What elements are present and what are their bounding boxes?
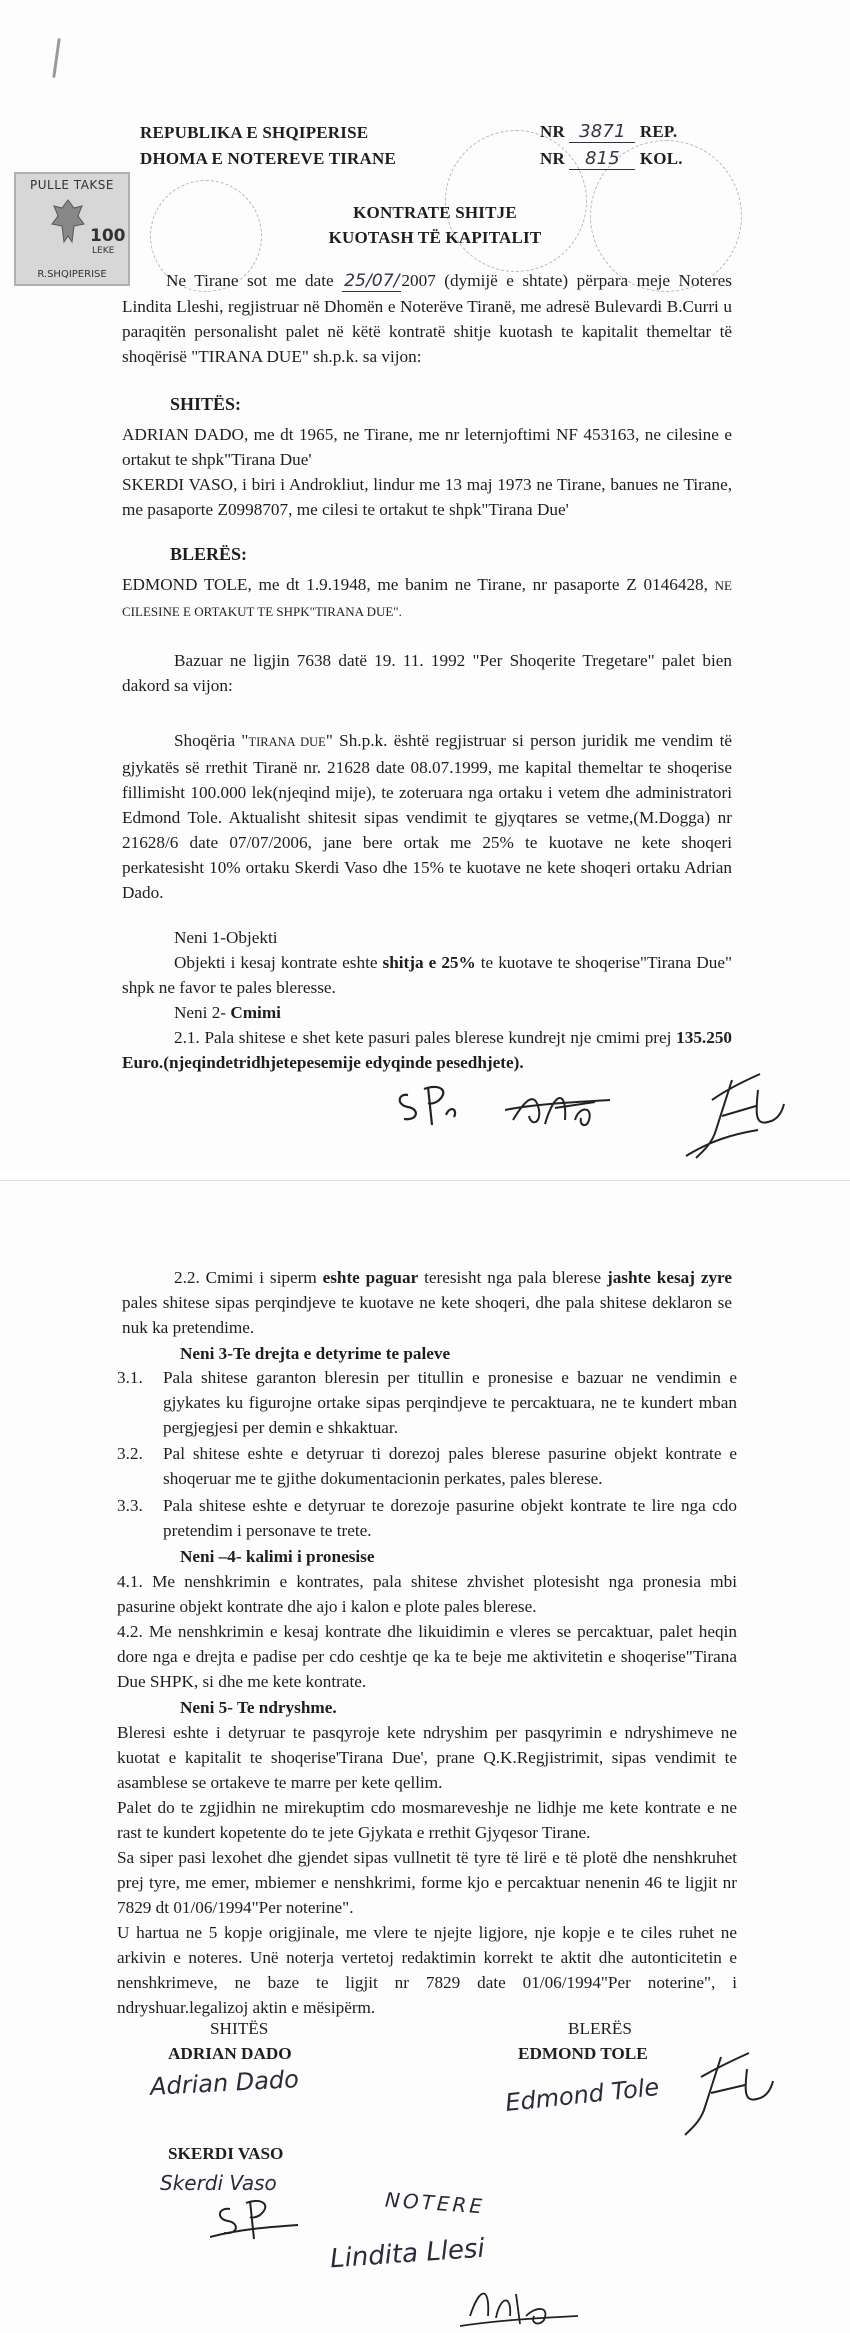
article-5-heading: Neni 5- Te ndryshme. [180,1698,337,1717]
article-3-item-number: 3.1. [117,1368,143,1387]
article-2-2-paragraph [122,1265,732,1340]
article-2-1-paragraph [122,1025,732,1075]
article-2-heading-a: Neni 2- [174,1003,231,1022]
article-5-paragraph-2: Palet do te zgjidhin ne mirekuptim cdo mosmareveshje ne lidhje me kete kontrate e ne rast te kundert kopetente do te jete Gjykata e rrethit Gjyqesor Tirane. [117,1798,737,1842]
kol-number: 815 [569,148,635,170]
company-text: " Sh.p.k. është regjistruar si person juridik me vendim të gjykatës së rrethit Tiranë nr. 21628 date 08.07.1999, me kapital themeltar te shoqerise fillimisht 100.000 lek(njeqind mije), te zoteruara nga ortaku i vetem dhe administratori Edmond Tole. Aktualisht shitesit sipas vendimit te gjyqtares se vetme,(M.Dogga) nr 21628/6 date 07/07/2006, jane bere ortak me 25% te kuotave ne kete shoqeri perkatesisht 10% ortaku Skerdi Vaso dhe 15% te kuotave ne kete shoqeri ortaku Adrian Dado. [122,731,732,902]
article-1-text-a: Objekti i kesaj kontrate eshte [174,953,383,972]
sellers-heading: SHITËS: [170,394,242,414]
article-2-heading-b: Cmimi [230,1003,281,1022]
title-line-2: KUOTASH TË KAPITALIT [328,228,542,247]
article-1-heading: Neni 1-Objekti [174,928,278,947]
company-paragraph [122,728,732,905]
article-3-item [117,1441,737,1491]
buyer-name: EDMOND TOLE [122,575,248,594]
seller-1-paragraph [122,422,732,472]
nr-label: NR [540,122,565,141]
article-4-heading: Neni –4- kalimi i pronesise [180,1547,375,1566]
nr-label-2: NR [540,149,565,168]
signature-edmond-mark [665,2043,775,2143]
staple-mark [52,38,61,78]
seller-1-name: ADRIAN DADO [122,425,244,444]
handwritten-skerdi-vaso: Skerdi Vaso [160,2171,277,2195]
article-3-item-text: Pala shitese garanton bleresin per titullin e pronesise e bazuar ne vendimin e gjykates ku figurojne ortake sipas perqindjeve te percaktuara, ne te kundert mban pergjegjesi per demin e shkaktuar. [163,1368,737,1437]
buyers-signature-label: BLERËS [568,2019,632,2038]
article-1-paragraph [122,950,732,1000]
article-1-bold: shitja e 25% [382,953,476,972]
article-3-item-number: 3.3. [117,1496,143,1515]
contract-page-2 [0,1180,850,2333]
kol-label: KOL. [639,149,683,168]
article-5-paragraph-1: Bleresi eshte i detyruar te pasqyroje kete ndryshim per pasqyrimin e ndryshimeve ne kuotat e kapitalit te shoqerise'Tirana Due', prane Q.K.Regjistrimit, sipas vendimit te asamblese se ortakeve te marre per kete qellim. [117,1723,737,1792]
rep-number: 3871 [569,121,635,143]
intro-date-handwritten: 25/07/ [344,271,400,291]
article-2-2-d: pales shitese sipas perqindjeve te kuotave ne kete shoqeri, dhe pala shitese deklaron se nuk ka pretendime. [122,1293,732,1337]
article-2-2-outside: jashte kesaj zyre [606,1268,732,1287]
article-3-heading: Neni 3-Te drejta e detyrime te paleve [180,1344,451,1363]
title-line-1: KONTRATE SHITJE [353,203,517,222]
article-4-2-paragraph: 4.2. Me nenshkrimin e kesaj kontrate dhe likuidimin e vleres se percaktuar, palet heqin dore nga e drejta e padise per cdo ceshtje qe ka te beje me aktivitetin e shoqerise"Tirana Due SHPK, si dhe me kete kontrate. [117,1622,737,1691]
tax-stamp-top: PULLE TAKSE [30,178,114,192]
buyer-paragraph [122,572,732,624]
buyer-text: , me dt 1.9.1948, me banim ne Tirane, nr pasaporte Z 0146428, [247,575,715,594]
tax-stamp-value: 100 [90,226,126,246]
seller-2-paragraph: SKERDI VASO, i biri i Androkliut, lindur me 13 maj 1973 ne Tirane, banues ne Tirane, me pasaporte Z0998707, me cilesi te ortakut te shpk"Tirana Due' [122,475,732,519]
buyers-heading: BLERËS: [170,544,248,564]
company-lead: Shoqëria " [174,731,249,750]
seller-1-text: , me dt 1965, ne Tirane, me nr leternjoftimi NF 453163, ne cilesine e ortakut te shpk"Tirana Due' [122,425,732,469]
article-2-2-a: 2.2. Cmimi i siperm [174,1268,323,1287]
rep-label: REP. [639,122,678,141]
seller-2-signature-name: SKERDI VASO [168,2144,284,2163]
legal-basis-paragraph: Bazuar ne ligjin 7638 datë 19. 11. 1992 "Per Shoqerite Tregetare" palet bien dakord sa vijon: [122,651,732,695]
seller-1-signature-name: ADRIAN DADO [168,2044,292,2063]
article-3-item-text: Pala shitese eshte e detyruar te dorezoje pasurine objekt kontrate te lire nga cdo pretendim i personave te trete. [163,1496,737,1540]
header-republic: REPUBLIKA E SHQIPERISE [140,123,369,142]
article-2-2-c: teresisht nga pala blerese [418,1268,607,1287]
article-5-paragraph-4: U hartua ne 5 kopje origjinale, me vlere te njejte ligjore, nje kopje e te ciles ruhet ne arkivin e noteres. Unë noterja vertetoj redaktimin korrekt te aktit dhe autonticitetin e nenshkrimeve, ne baze te ligjit nr 7829 date 01/06/1994"Per noterine", i ndryshuar.legalizoj aktin e mësipërm. [117,1923,737,2017]
buyer-signature-name: EDMOND TOLE [518,2044,648,2063]
handwritten-adrian-dado: Adrian Dado [149,2065,300,2101]
buyer-tail: NE CILESINE E ORTAKUT TE SHPK"TIRANA DUE". [122,578,732,619]
article-2-2-paid: eshte paguar [322,1268,419,1287]
article-3-item [117,1365,737,1440]
handwritten-notere: NOTERE [384,2187,486,2219]
article-2-1-text: 2.1. Pala shitese e shet kete pasuri pales blerese kundrejt nje cmimi prej [174,1028,672,1047]
signature-skerdi-mark [210,2191,300,2251]
intro-paragraph [122,268,732,369]
intro-before-date: Ne Tirane sot me date [166,271,343,290]
article-4-1-paragraph: 4.1. Me nenshkrimin e kontrates, pala shitese zhvishet plotesisht nga pronesia mbi pasurine objekt kontrate dhe ajo i kalon e plote pales blerese. [117,1572,737,1616]
article-2-1-price: 135.250 Euro.(njeqindetridhjetepesemije edyqinde pesedhjete). [122,1028,732,1072]
article-5-paragraph-3: Sa siper pasi lexohet dhe gjendet sipas vullnetit të tyre të lirë e të plotë dhe nenshkruhet prej tyre, me emer, mbiemer e nenshkrimi, forme kjo e percaktuar nenenin 46 te ligjit nr 7829 dt 01/06/1994"Per noterine". [117,1848,737,1917]
handwritten-lindita: Lindita Llesi [329,2233,486,2275]
intro-after-date: 2007 (dymijë e shtate) përpara meje Noteres Lindita Lleshi, regjistruar në Dhomën e Noterëve Tiranë, me adresë Bulevardi B.Curri u paraqitën personalisht palet në këtë kontratë shitje kuotash te kapitalit themeltar të shoqërisë "TIRANA DUE" sh.p.k. sa vijon: [122,271,732,366]
sellers-signature-label: SHITËS [210,2019,269,2038]
signature-page1-edmond [672,1060,792,1170]
article-3-item [117,1493,737,1543]
signature-page1-skerdi [388,1075,478,1135]
notary-signature-mark [460,2276,580,2331]
signature-page1-adrian [505,1080,615,1140]
rep-number-line [540,121,677,143]
article-2-heading [174,1000,281,1025]
tax-stamp-currency: LEKE [92,246,115,256]
kol-number-line [540,148,683,170]
tax-stamp-bottom: R.SHQIPERISE [37,269,107,280]
article-3-item-text: Pal shitese eshte e detyruar ti dorezoj pales blerese pasurine objekt kontrate e shoqeruar me te gjithe dokumentacionin perkates, pales blerese. [163,1444,737,1488]
article-1-text-b: te kuotave te shoqerise"Tirana Due" shpk ne favor te pales bleresse. [122,953,732,997]
header-chamber: DHOMA E NOTEREVE TIRANE [140,149,397,168]
article-3-item-number: 3.2. [117,1444,143,1463]
company-name: TIRANA DUE [248,735,326,749]
handwritten-edmond-tole: Edmond Tole [503,2073,661,2117]
